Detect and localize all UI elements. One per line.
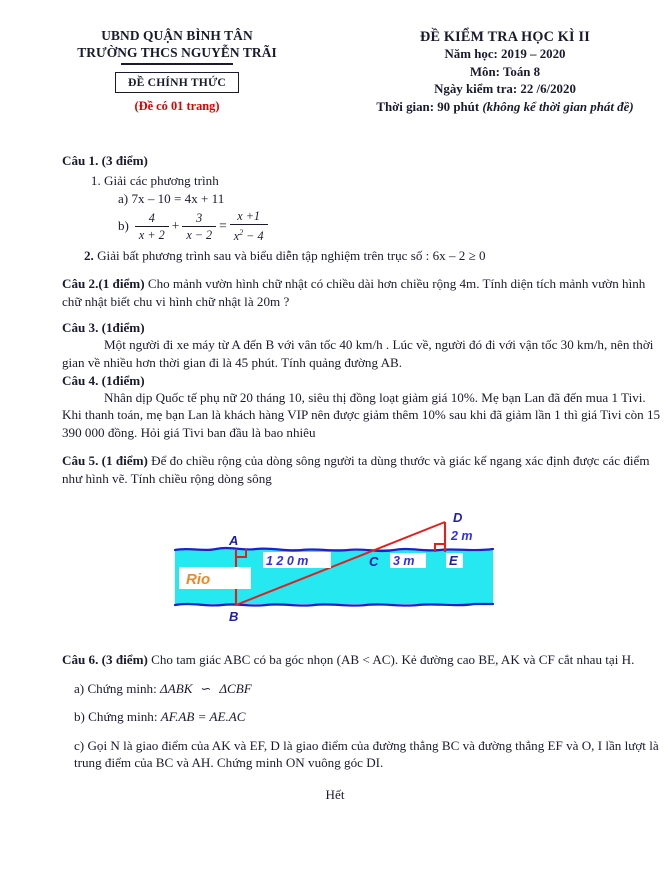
question-1b-equation — [62, 209, 662, 243]
question-4-heading: Câu 4. (1điểm) — [62, 372, 145, 388]
exam-date-line: Ngày kiểm tra: 22 /6/2020 — [434, 82, 576, 96]
question-2-text: Cho mảnh vườn hình chữ nhật có chiều dài hơn chiều rộng 4m. Tính diện tích mảnh vườn hình chữ nhật biết chu vi hình chữ nhật là 20m ? — [62, 276, 646, 309]
question-6 — [62, 651, 662, 772]
question-1-item-1: 1. Giải các phương trình — [104, 172, 662, 190]
question-6a — [62, 680, 662, 698]
question-6-text: Cho tam giác ABC có ba góc nhọn (AB < AC). Kẻ đường cao BE, AK và CF cắt nhau tại H. — [147, 652, 635, 667]
header-left-block — [0, 28, 340, 113]
question-5-heading: Câu 5. (1 điểm) — [62, 453, 148, 469]
school-name-line: TRƯỜNG THCS NGUYỄN TRÃI — [77, 44, 277, 60]
question-2 — [62, 275, 662, 310]
question-6a-triangle-right: ΔCBF — [219, 680, 252, 696]
question-6-heading: Câu 6. (3 điểm) — [62, 652, 148, 667]
operator-equals: = — [219, 218, 227, 234]
fraction-1-bar — [135, 226, 169, 227]
river-measurement-diagram — [150, 505, 530, 635]
question-6a-triangle-left: ΔABK — [160, 680, 193, 696]
fraction-3-numerator: x +1 — [237, 209, 261, 224]
question-6c: c) Gọi N là giao điểm của AK và EF, D là giao điểm của đường thẳng BC và đường thẳng EF và O, I lần lượt là trung điểm của BC và AH. Chứng minh ON vuông góc DI. — [74, 737, 659, 771]
exam-title: ĐỀ KIỂM TRA HỌC KÌ II — [420, 29, 590, 45]
question-6a-label: a) Chứng minh: — [74, 680, 161, 696]
question-1b-label: b) — [118, 218, 129, 234]
exam-body — [62, 152, 662, 487]
page-count-note: (Đề có 01 trang) — [134, 98, 220, 113]
duration-label: Thời gian: 90 phút — [376, 99, 480, 114]
end-marker: Hết — [325, 787, 345, 802]
header-right-block — [340, 28, 670, 116]
fraction-3-bar — [230, 224, 268, 225]
vertex-label-A: A — [229, 533, 239, 548]
question-1-item-2 — [62, 247, 662, 265]
question-1a: a) 7x – 10 = 4x + 11 — [118, 190, 225, 206]
question-4-text: Nhân dịp Quốc tế phụ nữ 20 tháng 10, siêu thị đồng loạt giảm giá 10%. Mẹ bạn Lan đã đến mua 1 Tivi. Khi thanh toán, mẹ bạn Lan là khách hàng VIP nên được giảm thêm 10% sau khi đã giảm lần 1 thì giá Tivi còn 15 390 000 đồng. Hỏi giá Tivi ban đầu là bao nhiêu — [62, 389, 661, 440]
question-2-heading: Câu 2.(1 điểm) — [62, 276, 145, 292]
duration-line — [340, 99, 670, 117]
rio-label: Rio — [186, 571, 211, 588]
question-6b-label: b) Chứng minh: — [74, 709, 161, 725]
fraction-3-denominator — [230, 226, 268, 243]
vertex-label-D: D — [453, 510, 463, 525]
question-4 — [62, 372, 662, 442]
question-3-heading: Câu 3. (1điểm) — [62, 320, 145, 336]
document-header — [0, 28, 670, 116]
question-6b — [62, 708, 662, 726]
fraction-2 — [182, 211, 216, 242]
question-6-main — [62, 651, 662, 669]
fraction-3-den-exponent: 2 — [239, 228, 244, 238]
fraction-2-denominator: x − 2 — [186, 228, 213, 243]
school-year-line: Năm học: 2019 – 2020 — [444, 47, 566, 61]
river-diagram-svg — [150, 505, 530, 635]
fraction-3-den-rest: − 4 — [243, 229, 264, 244]
question-3 — [62, 319, 662, 371]
operator-plus: + — [171, 218, 180, 234]
fraction-1-numerator: 4 — [148, 210, 155, 225]
vertex-label-B: B — [229, 609, 239, 624]
dim-2-label: 2 m — [451, 529, 473, 543]
fraction-3 — [230, 209, 268, 243]
vertex-label-C: C — [369, 554, 379, 569]
question-6b-equation: AF.AB = AE.AC — [160, 709, 246, 725]
fraction-2-numerator: 3 — [196, 210, 203, 225]
question-1-list — [62, 172, 662, 190]
question-1-item-2-text: Giải bất phương trình sau và biểu diễn tập nghiệm trên trục số : 6x – 2 ≥ 0 — [93, 247, 486, 263]
dim-3-label: 3 m — [393, 554, 415, 568]
question-1-item-2-number: 2. — [84, 247, 94, 263]
question-5-text: Để đo chiều rộng của dòng sông người ta dùng thước và giác kế ngang xác định được các điểm như hình vẽ. Tính chiều rộng dòng sông — [62, 453, 650, 486]
question-1-heading: Câu 1. (3 điểm) — [62, 153, 148, 168]
fraction-3-den-base: x — [233, 229, 240, 244]
fraction-2-bar — [182, 226, 216, 227]
subject-line: Môn: Toán 8 — [469, 64, 541, 79]
question-5 — [62, 452, 662, 487]
river-bottom-bank — [175, 604, 493, 606]
question-1 — [62, 152, 662, 264]
header-underline-rule — [121, 63, 233, 65]
similarity-icon: ∽ — [200, 680, 212, 696]
district-authority-line: UBND QUẬN BÌNH TÂN — [101, 28, 253, 43]
official-exam-badge: ĐỀ CHÍNH THỨC — [115, 72, 239, 93]
fraction-1-denominator: x + 2 — [138, 228, 165, 243]
question-3-text: Một người đi xe máy từ A đến B với vân tốc 40 km/h . Lúc về, người đó đi với vận tốc 30 km/h, nên thời gian về nhiều hơn thời gian đi là 45 phút. Tính quảng đường AB. — [62, 337, 654, 370]
dim-120-label: 1 2 0 m — [266, 554, 309, 568]
duration-note: (không kể thời gian phát đề) — [482, 99, 634, 114]
fraction-1 — [135, 211, 169, 242]
vertex-label-E: E — [449, 553, 458, 568]
